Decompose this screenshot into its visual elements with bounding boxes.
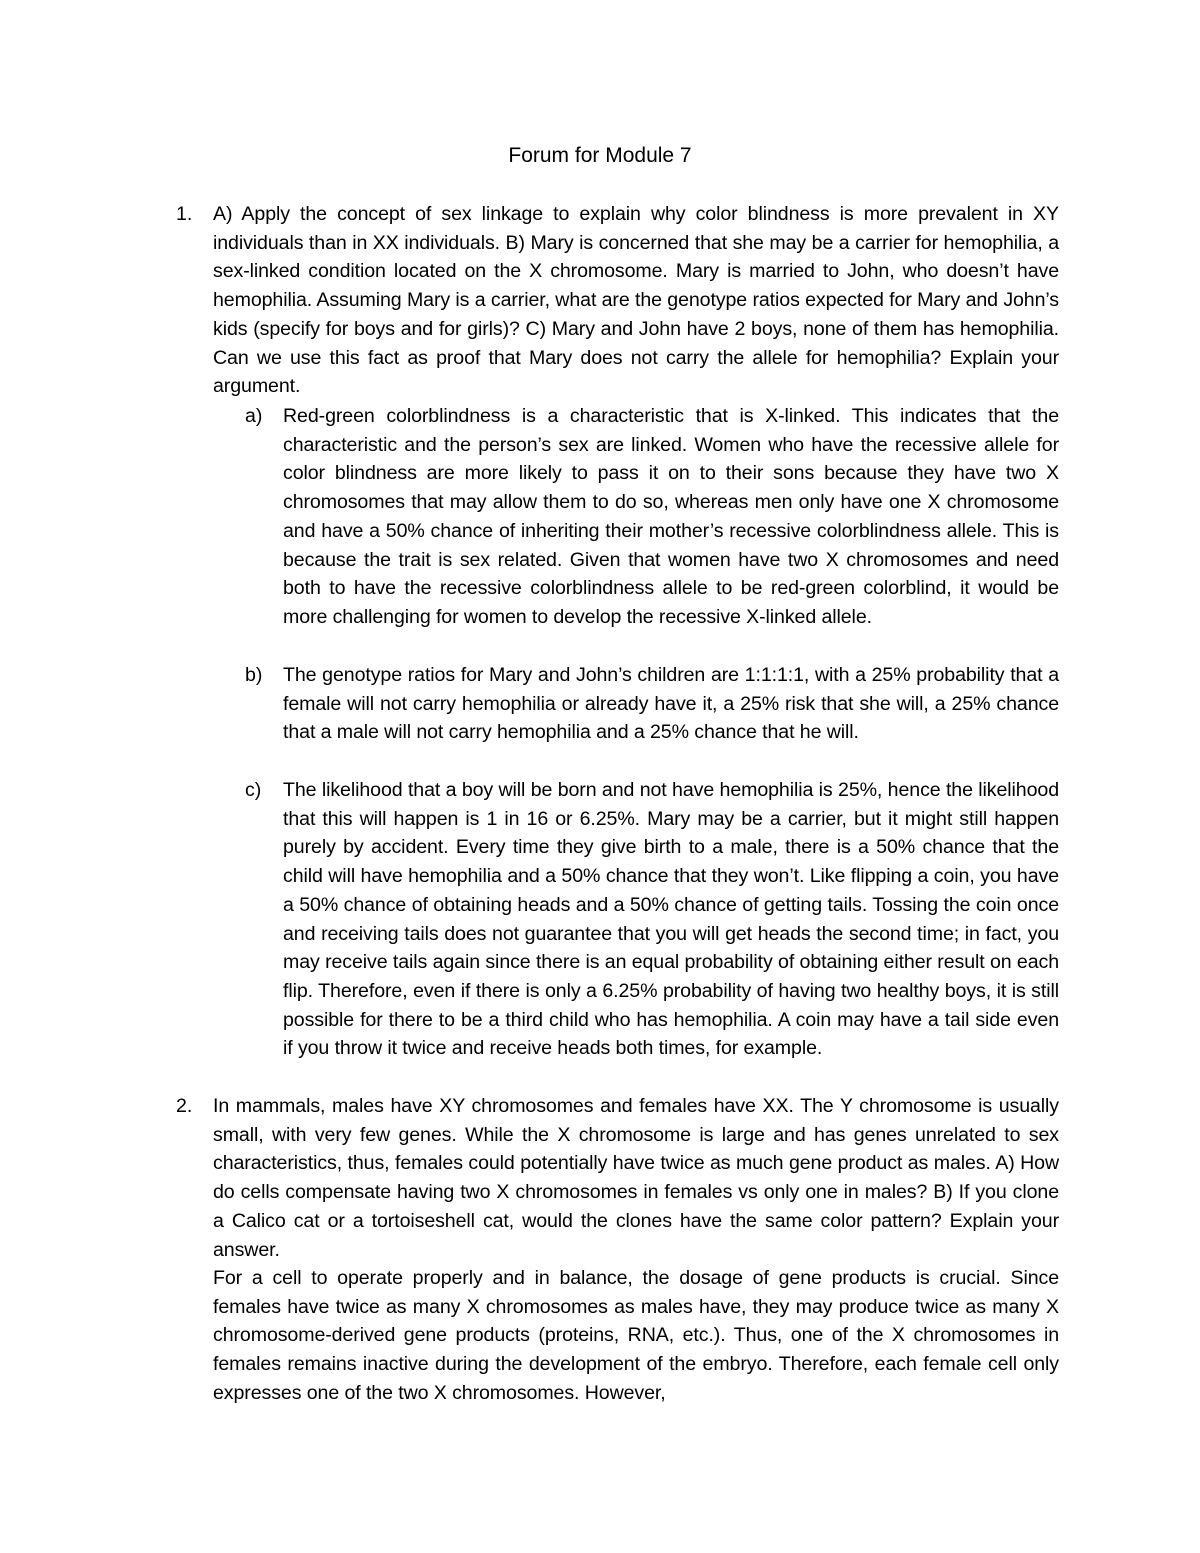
answer-a-text: Red-green colorblindness is a characteristic that is X-linked. This indicates that the characteristic and the person’s sex are linked. Women who have the recessive allele for color blindness are more likely to pass it on to their sons because they have two X chromosomes that may allow them to do so, whereas men only have one X chromosome and have a 50% chance of inheriting their mother’s recessive colorblindness allele. This is because the trait is sex related. Given that women have two X chromosomes and need both to have the recessive colorblindness allele to be red-green colorblind, it would be more challenging for women to develop the recessive X-linked allele. <box>283 405 1059 628</box>
question-2-number: 2. <box>176 1095 193 1117</box>
question-2-answer: For a cell to operate properly and in balance, the dosage of gene products is crucial. Since females have twice as many X chromosomes as males have, they may produce twice as many X chromosome-derived gene products (proteins, RNA, etc.). Thus, one of the X chromosomes in females remains inactive during the development of the embryo. Therefore, each female cell only expresses one of the two X chromosomes. However, <box>213 1267 1059 1404</box>
answer-b-text: The genotype ratios for Mary and John’s children are 1:1:1:1, with a 25% probability that a female will not carry hemophilia or already have it, a 25% risk that she will, a 25% chance that a male will not carry hemophilia and a 25% chance that he will. <box>283 664 1059 744</box>
answer-b-marker: b) <box>245 664 263 686</box>
answer-c-text: The likelihood that a boy will be born and not have hemophilia is 25%, hence the likelihood that this will happen is 1 in 16 or 6.25%. Mary may be a carrier, but it might still happen purely by accident. Every time they give birth to a male, there is a 50% chance that the child will have hemophilia and a 50% chance that they won’t. Like flipping a coin, you have a 50% chance of obtaining heads and a 50% chance of getting tails. Tossing the coin once and receiving tails does not guarantee that you will get heads the second time; in fact, you may receive tails again since there is an equal probability of obtaining either result on each flip. Therefore, even if there is only a 6.25% probability of having two healthy boys, it is still possible for there to be a third child who has hemophilia. A coin may have a tail side even if you throw it twice and receive heads both times, for example. <box>283 779 1059 1060</box>
answer-a-marker: a) <box>245 405 263 427</box>
question-1-number: 1. <box>176 203 193 225</box>
question-2-text: In mammals, males have XY chromosomes and females have XX. The Y chromosome is usually small, with very few genes. While the X chromosome is large and has genes unrelated to sex characteristics, thus, females could potentially have twice as much gene product as males. A) How do cells compensate having two X chromosomes in females vs only one in males? B) If you clone a Calico cat or a tortoiseshell cat, would the clones have the same color pattern? Explain your answer. <box>213 1095 1059 1261</box>
answer-c-marker: c) <box>245 779 262 801</box>
document-title: Forum for Module 7 <box>508 144 692 167</box>
question-1-text: A) Apply the concept of sex linkage to explain why color blindness is more prevalent in XY individuals than in XX individuals. B) Mary is concerned that she may be a carrier for hemophilia, a sex-linked condition located on the X chromosome. Mary is married to John, who doesn’t have hemophilia. Assuming Mary is a carrier, what are the genotype ratios expected for Mary and John’s kids (specify for boys and for girls)? C) Mary and John have 2 boys, none of them has hemophilia. Can we use this fact as proof that Mary does not carry the allele for hemophilia? Explain your argument. <box>213 203 1059 398</box>
